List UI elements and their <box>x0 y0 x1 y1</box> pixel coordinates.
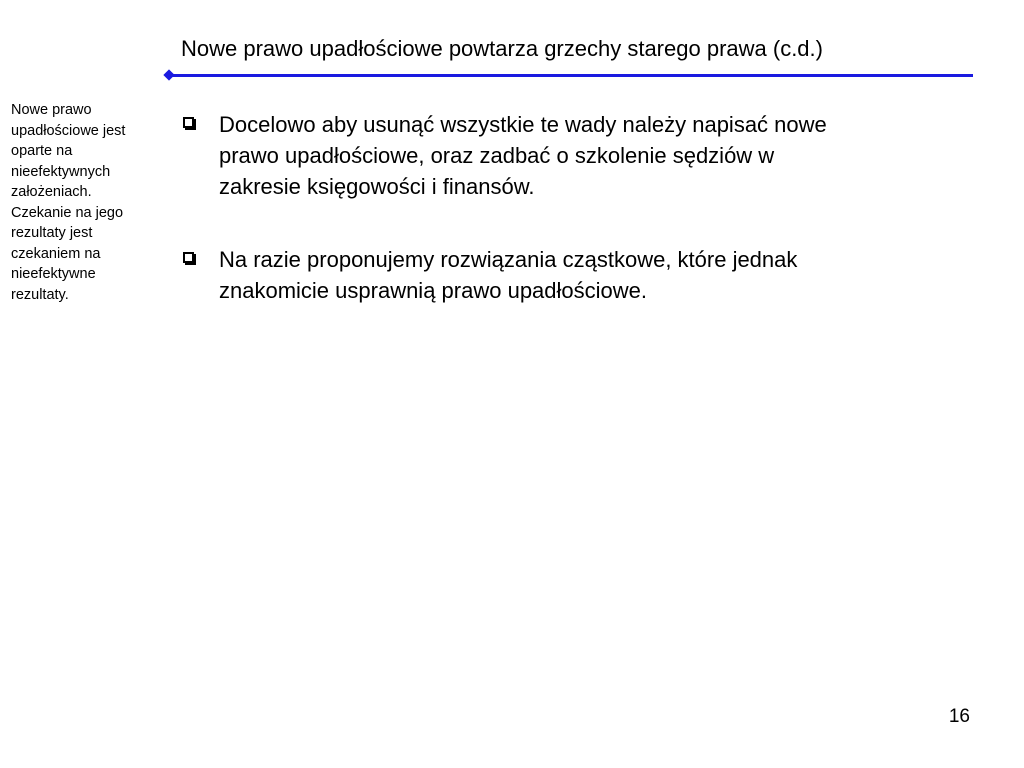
slide-title: Nowe prawo upadłościowe powtarza grzechy starego prawa (c.d.) <box>181 36 823 61</box>
side-note-line: rezultaty. <box>11 286 69 303</box>
side-note-line: rezultaty jest <box>11 225 93 241</box>
bullet-item <box>182 244 982 306</box>
side-note-line: Czekanie na jego <box>11 204 124 221</box>
hollow-square-bullet-icon <box>183 252 194 263</box>
hollow-square-bullet-icon <box>183 117 194 128</box>
bullet-line: zakresie księgowości i finansów. <box>219 174 535 199</box>
side-note-line: czekaniem na <box>11 245 101 262</box>
bullet-list <box>182 109 982 348</box>
side-note-line: założeniach. <box>11 184 92 200</box>
title-underline <box>170 74 973 77</box>
bullet-item <box>182 109 982 202</box>
bullet-line: prawo upadłościowe, oraz zadbać o szkolenie sędziów w <box>219 143 775 168</box>
side-note-line: nieefektywne <box>11 266 96 282</box>
bullet-line: Docelowo aby usunąć wszystkie te wady należy napisać nowe <box>219 112 827 137</box>
side-note-line: upadłościowe jest <box>11 122 126 139</box>
side-note-line: nieefektywnych <box>11 163 111 180</box>
side-note <box>11 100 161 305</box>
bullet-line: znakomicie usprawnią prawo upadłościowe. <box>219 278 648 303</box>
bullet-line: Na razie proponujemy rozwiązania cząstkowe, które jednak <box>219 247 798 272</box>
side-note-line: oparte na <box>11 143 73 159</box>
page-number: 16 <box>948 706 970 727</box>
side-note-line: Nowe prawo <box>11 102 92 118</box>
